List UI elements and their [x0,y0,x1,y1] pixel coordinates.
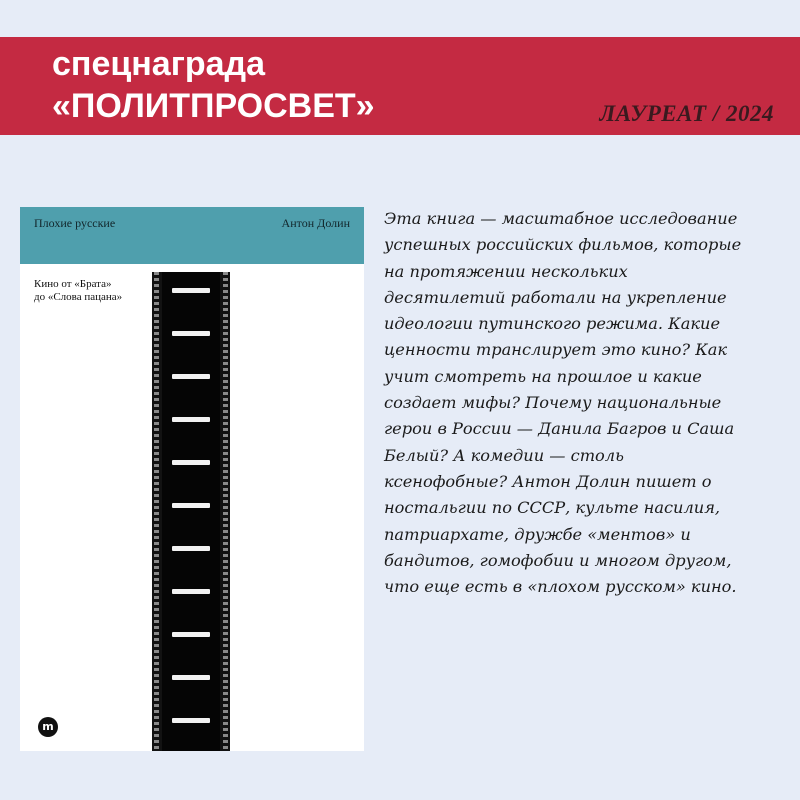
description-line: бандитов, гомофобии и многом другом, [384,550,732,570]
cover-top-band [20,207,364,264]
book-cover [20,207,364,751]
film-perforation-right [223,272,228,751]
description-line: идеологии путинского режима. Какие [384,314,721,334]
film-frames [162,272,220,751]
description-line: Белый? А комедии — столь [384,445,624,465]
film-strip-illustration [152,272,230,751]
film-frame-bar [172,718,210,723]
cover-subtitle-line-2: до «Слова пацана» [34,291,123,303]
film-frame-bar [172,288,210,293]
film-frame-bar [172,374,210,379]
film-frame-bar [172,632,210,637]
description-line: ценности транслирует это кино? Как [384,340,728,360]
description-line: успешных российских фильмов, которые [384,235,742,255]
award-title [52,43,375,127]
description-line: десятилетий работали на укрепление [384,287,727,307]
film-frame-bar [172,589,210,594]
film-frame-bar [172,546,210,551]
description-line: Эта книга — масштабное исследование [384,209,738,228]
cover-subtitle [34,278,122,304]
film-frame-bar [172,331,210,336]
description-line: создает мифы? Почему национальные [384,393,722,413]
laureate-badge: ЛАУРЕАТ / 2024 [599,101,774,126]
description-line: герои в России — Данила Багров и Саша [384,419,735,439]
cover-book-title: Плохие русские [34,216,116,230]
film-perforation-left [154,272,159,751]
film-frame-bar [172,675,210,680]
cover-subtitle-line-1: Кино от «Брата» [34,278,112,290]
award-title-line-1: спецнаграда [52,45,266,83]
film-frame-bar [172,503,210,508]
description-line: учит смотреть на прошлое и какие [384,366,702,386]
book-description [384,206,784,600]
description-line: на протяжении нескольких [384,261,628,281]
film-frame-bar [172,417,210,422]
description-line: ксенофобные? Антон Долин пишет о [384,471,712,491]
award-title-line-2: «ПОЛИТПРОСВЕТ» [52,87,375,125]
description-line: ностальгии по СССР, культе насилия, [384,498,721,518]
description-line: что еще есть в «плохом русском» кино. [384,577,737,597]
award-banner [0,37,800,135]
description-line: патриархате, дружбе «ментов» и [384,524,691,544]
cover-author: Антон Долин [281,216,350,230]
film-frame-bar [172,460,210,465]
publisher-logo-icon: m [38,717,58,737]
